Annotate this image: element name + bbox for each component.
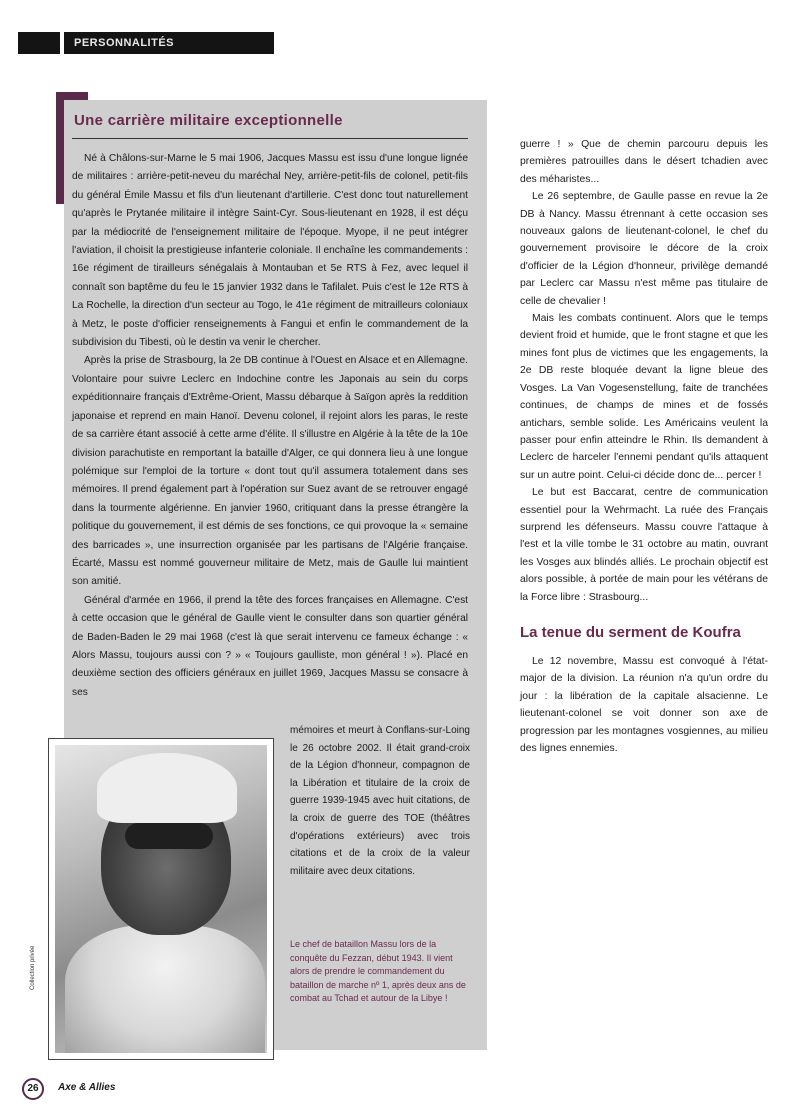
title-rule bbox=[72, 138, 468, 139]
box-corner-accent-top bbox=[56, 92, 88, 100]
photo-caption: Le chef de bataillon Massu lors de la conquête du Fezzan, début 1943. Il vient alors de prendre le commandement du bataillon de marche nº 1, après deux ans de combat au Tchad et autour de la Libye ! bbox=[290, 939, 466, 1004]
article-paragraph: Mais les combats continuent. Alors que le temps devient froid et humide, que le front stagne et que les mines font plus de victimes que les engagements, la 2e DB reste bloquée devant la ligne bleue des Vosges. La Van Vogesenstellung, faite de tranchées continues, de champs de mines et de fossés antichars, semble solide. Les Américains veulent la passer pour enfin atteindre le Rhin. Ils demandent à Leclerc de harceler l'ennemi pendant qu'ils attaquent sur un autre point. Celui-ci décide donc de... percer ! bbox=[520, 313, 768, 481]
photo-scarf bbox=[65, 925, 265, 1053]
section-header-bar bbox=[18, 32, 274, 54]
magazine-name: Axe & Allies bbox=[58, 1082, 116, 1093]
page-number: 26 bbox=[22, 1078, 44, 1100]
box-paragraph: Général d'armée en 1966, il prend la tête des forces françaises en Allemagne. C'est à cette occasion que le général de Gaulle vient le consulter dans son quartier général de Baden-Baden le 29 mai 1968 (c'est là que serait intervenu ce fameux échange : « Alors Massu, toujours aussi con ? » « Toujours gaulliste, mon général ! »). Placé en deuxième section des officiers généraux en juillet 1969, Jacques Massu se consacre à ses bbox=[72, 594, 468, 698]
article-paragraph: Le 26 septembre, de Gaulle passe en revue la 2e DB à Nancy. Massu étrennant à cette occasion ses nouveaux galons de lieutenant-colonel, le chef du gouvernement provisoire le décore de la croix d'officier de la Légion d'honneur, privilège demandé par Leclerc car Massu n'est même pas titulaire de celle de chevalier ! bbox=[520, 191, 768, 307]
article-paragraph: Le 12 novembre, Massu est convoqué à l'état-major de la division. La réunion n'a qu'un ordre du jour : la libération de la capitale alsacienne. Le lieutenant-colonel se voit donner son axe de progression par les montagnes vosgiennes, au milieu des lignes ennemies. bbox=[520, 655, 768, 754]
header-accent bbox=[18, 32, 64, 54]
article-column bbox=[520, 136, 768, 757]
box-paragraph: Né à Châlons-sur-Marne le 5 mai 1906, Jacques Massu est issu d'une longue lignée de militaires : arrière-petit-neveu du maréchal Ney, arrière-petit-fils de colonel, petit-fils du général Émile Massu et fils d'un lieutenant d'artillerie. C'est donc tout naturellement qu'après le Prytanée militaire il intègre Saint-Cyr. Sous-lieutenant en 1928, il est déçu par la médiocrité de l'enseignement militaire de l'époque. Myope, il ne peut intégrer l'aviation, il choisit la prestigieuse infanterie coloniale. Il enchaîne les commandements : 16e régiment de tirailleurs sénégalais à Montauban et 5e RTS à Fez, avec lequel il connaît son baptême du feu le 15 janvier 1932 dans le Tafilalet. Puis c'est le 12e RTS à La Rochelle, la direction d'un secteur au Togo, le 41e régiment de mitrailleurs coloniaux à Metz, le poste d'officier renseignements à Fangui et enfin le commandement de la subdivision du Tibesti, où le destin va venir le chercher. bbox=[72, 153, 468, 349]
photo-cap bbox=[97, 753, 237, 823]
photo-credit: Collection privée bbox=[30, 945, 36, 990]
box-text bbox=[72, 150, 468, 702]
photo-goggles bbox=[125, 823, 213, 849]
article-paragraph: Le but est Baccarat, centre de communication essentiel pour la Wehrmacht. La ruée des Français surprend les défenseurs. Massu couvre l'attaque à l'est et la ville tombe le 31 octobre au matin, ouvrant les Vosges aux blindés alliés. Le prochain objectif est alors possible, à portée de main pour les vétérans de la Force libre : Strasbourg... bbox=[520, 487, 768, 603]
portrait-photo bbox=[48, 738, 274, 1060]
box-continuation: mémoires et meurt à Conflans-sur-Loing le 26 octobre 2002. Il était grand-croix de la Légion d'honneur, compagnon de la Libération et titulaire de la croix de guerre 1939-1945 avec huit citations, de la croix de guerre des TOE (théâtres d'opérations extérieurs) avec trois citations et de la croix de la valeur militaire avec deux citations. bbox=[290, 725, 470, 877]
photo-image bbox=[55, 745, 267, 1053]
section-label: PERSONNALITÉS bbox=[74, 37, 175, 49]
article-subheading: La tenue du serment de Koufra bbox=[520, 623, 741, 641]
box-paragraph: Après la prise de Strasbourg, la 2e DB continue à l'Ouest en Alsace et en Allemagne. Volontaire pour suivre Leclerc en Indochine contre les Japonais au sein du corps expéditionnaire français d'Extrême-Orient, Massu débarque à Saïgon après la reddition japonaise et reprend en main Hanoï. Devenu colonel, il rejoint alors les paras, le reste de sa carrière étant associé à cette arme d'élite. Il s'illustre en Algérie à la tête de la 10e division parachutiste en remportant la bataille d'Alger, ce qui donnera lieu à une longue polémique sur l'emploi de la torture « dont tout qu'il assumera totalement dans ses mémoires. Il prend également part à l'opération sur Suez avant de se retrouver engagé dans la tourmente algérienne. En janvier 1960, critiquant dans la presse étrangère la politique du gouvernement, il est démis de ses fonctions, ce qui provoque la « semaine des barricades », une insurrection organisée par les partisans de l'Algérie française. Écarté, Massu est nommé gouverneur militaire de Metz, mais de Gaulle lui maintient son amitié. bbox=[72, 355, 468, 588]
article-paragraph: guerre ! » Que de chemin parcouru depuis les premières patrouilles dans le désert tchadien avec des méharistes... bbox=[520, 139, 768, 185]
box-title: Une carrière militaire exceptionnelle bbox=[74, 112, 343, 129]
